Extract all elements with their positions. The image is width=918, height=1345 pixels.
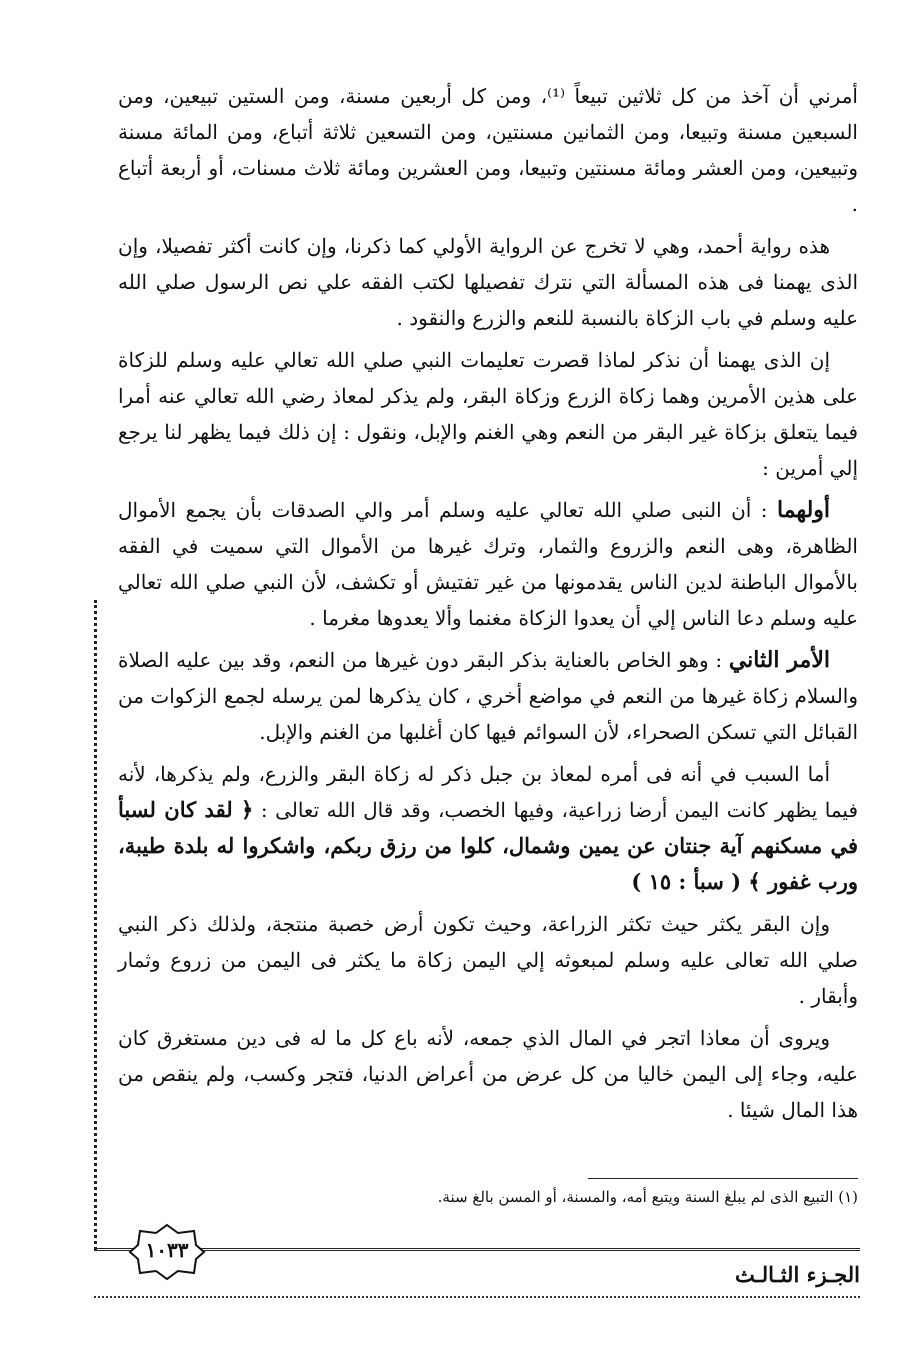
paragraph-8 <box>118 1020 858 1128</box>
paragraph-text: إن الذى يهمنا أن نذكر لماذا قصرت تعليمات النبي صلي الله تعالي عليه وسلم للزكاة على هذين الأمرين وهما زكاة الزرع وزكاة البقر، ولم يذكر لمعاذ رضي الله تعالي عنه أمرا فيما يتعلق بزكاة غير البقر من النعم وهي الغنم والإبل، ونقول : إن ذلك فيما يظهر لنا يرجع إلي أمرين : <box>118 348 858 480</box>
page-side-border <box>94 600 97 1250</box>
paragraph-5 <box>118 642 858 750</box>
paragraph-lead: أولهما <box>777 497 831 523</box>
volume-label: الجـزء الثـالـث <box>734 1262 860 1287</box>
paragraph-text: : أن النبى صلي الله تعالي عليه وسلم أمر والي الصدقات بأن يجمع الأموال الظاهرة، وهى النعم والزروع والثمار، وترك غيرها من الأموال التي سميت في الفقه بالأموال الباطنة لدين الناس يقدمونها من غير تفتيش أو تكشف، لأن النبي صلي الله تعالي عليه وسلم دعا الناس إلي أن يعدوا الزكاة مغنما وألا يعدوها مغرما . <box>118 498 858 630</box>
quran-verse: ﴿ لقد كان لسبأ في مسكنهم آية جنتان عن يمين وشمال، كلوا من رزق ربكم، واشكروا له بلدة طيبة، ورب غفور ﴾ ( سبأ : ١٥ ) <box>118 797 858 894</box>
paragraph-6 <box>118 756 858 900</box>
footer-rule <box>94 1248 860 1251</box>
paragraph-text: وإن البقر يكثر حيث تكثر الزراعة، وحيث تكون أرض خصبة منتجة، ولذلك ذكر النبي صلي الله تعالى عليه وسلم لمبعوثه إلي اليمن زكاة ما يكثر فى اليمن من زروع وثمار وأبقار . <box>118 912 858 1008</box>
paragraph-text: ويروى أن معاذا اتجر في المال الذي جمعه، لأنه باع كل ما له فى دين مستغرق كان عليه، وجاء إلى اليمن خاليا من كل عرض من أعراض الدنيا، فتجر وكسب، ولم ينقص من هذا المال شيئا . <box>118 1026 858 1122</box>
footnote-divider <box>588 1178 858 1179</box>
page-number: ١٠٣٣ <box>145 1238 189 1262</box>
main-text <box>118 78 858 1134</box>
footnote: (١) التبيع الذى لم يبلغ السنة ويتبع أمه، والمسنة، أو المسن بالغ سنة. <box>437 1188 858 1206</box>
paragraph-text: : وهو الخاص بالعناية بذكر البقر دون غيرها من النعم، وقد بين عليه الصلاة والسلام زكاة غيرها من النعم في مواضع أخري ، كان يذكرها لمن يرسله لجمع الزكوات من القبائل التي تسكن الصحراء، لأن السوائم فيها كان أغلبها من الغنم والإبل. <box>118 648 858 744</box>
paragraph-3 <box>118 342 858 486</box>
paragraph-7 <box>118 906 858 1014</box>
paragraph-text: هذه رواية أحمد، وهي لا تخرج عن الرواية الأولي كما ذكرنا، وإن كانت أكثر تفصيلا، وإن الذى يهمنا فى هذه المسألة التي نترك تفصيلها لكتب الفقه علي نص الرسول صلي الله عليه وسلم في باب الزكاة بالنسبة للنعم والزرع والنقود . <box>118 234 858 330</box>
paragraph-4 <box>118 492 858 636</box>
paragraph-2 <box>118 228 858 336</box>
paragraph-text: أمرني أن آخذ من كل ثلاثين تبيعاً ⁽¹⁾، ومن كل أربعين مسنة، ومن الستين تبيعين، ومن السبعين مسنة وتبيعا، ومن الثمانين مسنتين، ومن التسعين ثلاثة أتباع، ومن المائة مسنة وتبيعين، ومن العشر ومائة مسنتين وتبيعا، ومن العشرين ومائة ثلاث مسنات، أو أربعة أتباع . <box>118 84 858 216</box>
paragraph-text: أما السبب في أنه فى أمره لمعاذ بن جبل ذكر له زكاة البقر والزرع، ولم يذكرها، لأنه فيما يظهر كانت اليمن أرضا زراعية، وفيها الخصب، وقد قال الله تعالى : <box>118 762 858 822</box>
footer-dotted-rule <box>94 1296 860 1298</box>
paragraph-lead: الأمر الثاني <box>728 647 831 673</box>
paragraph-1 <box>118 78 858 222</box>
